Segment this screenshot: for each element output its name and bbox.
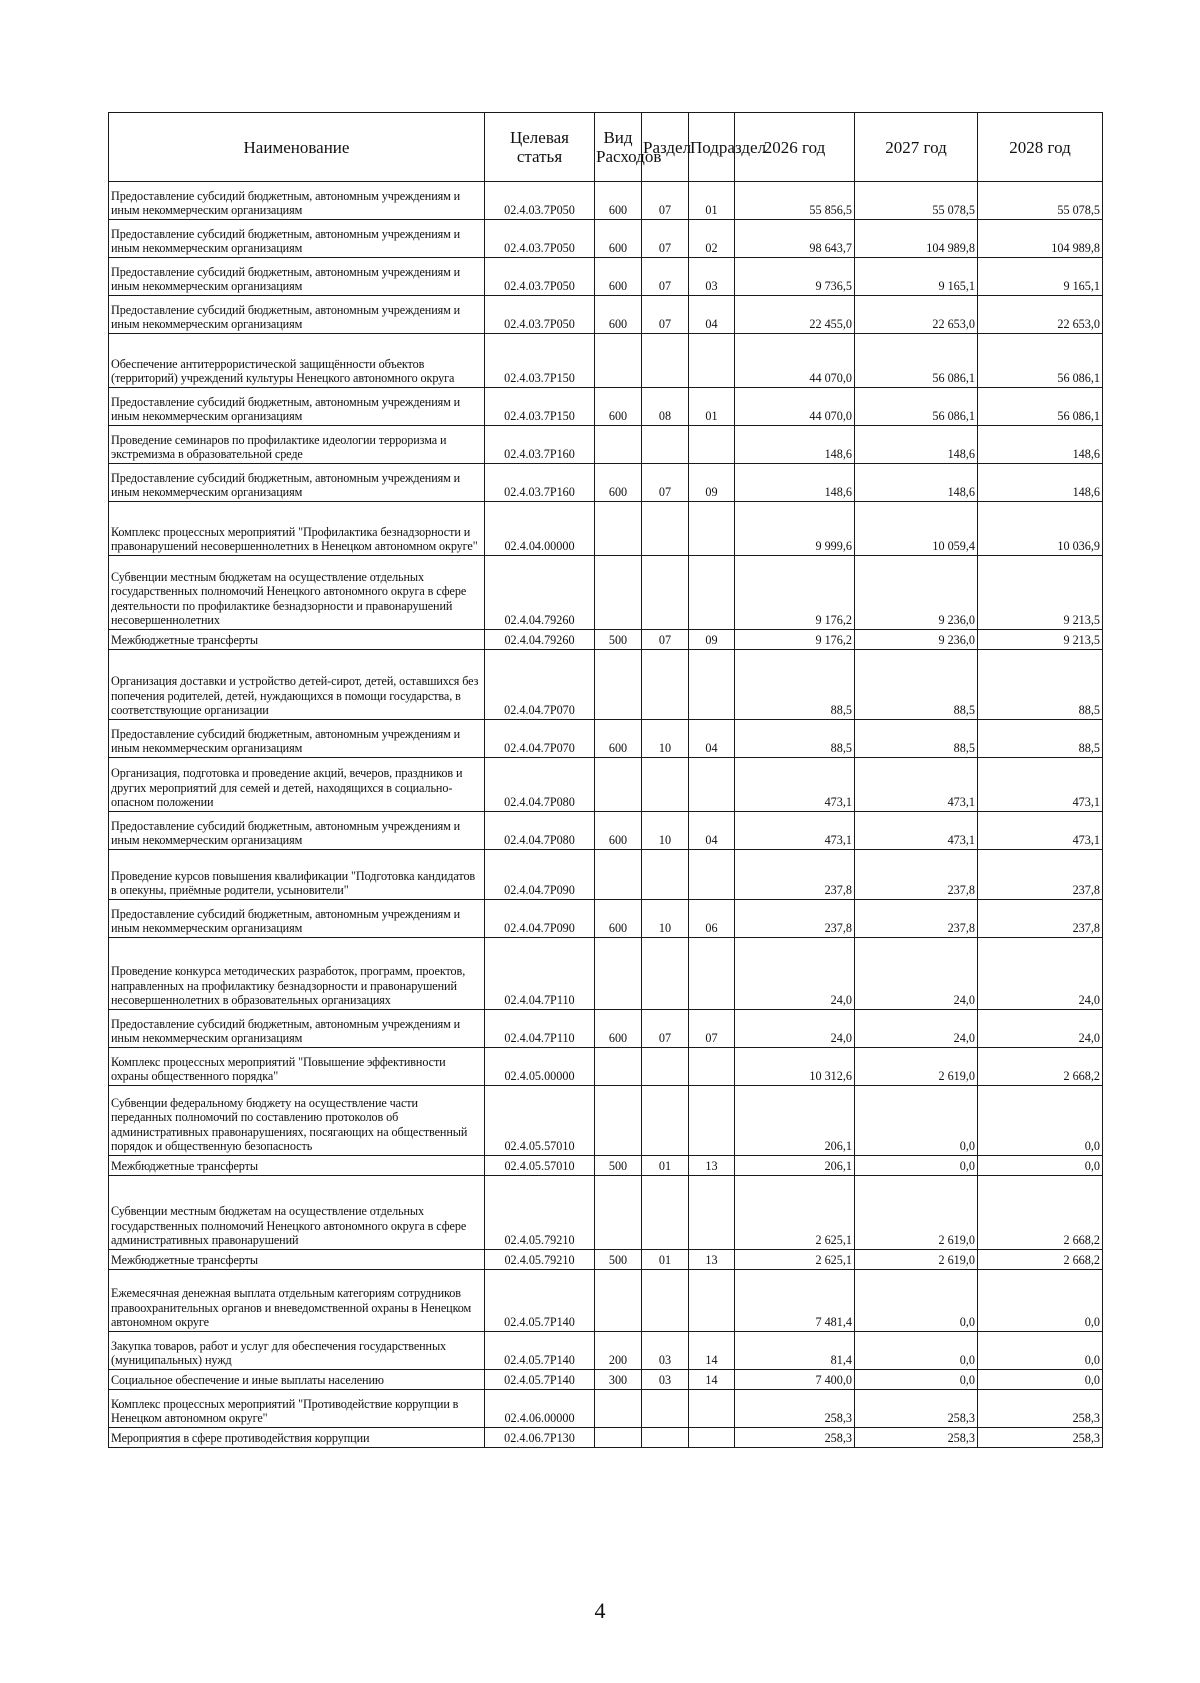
- row-section: 07: [642, 464, 689, 502]
- row-expense-type: 600: [595, 220, 642, 258]
- row-value-2028: 258,3: [978, 1390, 1103, 1428]
- row-expense-type: [595, 850, 642, 900]
- table-row: [109, 812, 1103, 850]
- row-subsection: [689, 556, 735, 630]
- row-section: 07: [642, 296, 689, 334]
- row-value-2027: 104 989,8: [855, 220, 978, 258]
- row-value-2027: 9 236,0: [855, 556, 978, 630]
- row-target: 02.4.04.7Р080: [485, 812, 595, 850]
- table-body: [109, 182, 1103, 1448]
- row-value-2028: 0,0: [978, 1370, 1103, 1390]
- row-value-2028: 0,0: [978, 1270, 1103, 1332]
- row-name: Субвенции местным бюджетам на осуществление отдельных государственных полномочий Ненецкого автономного округа в сфере деятельности по профилактике безнадзорности и правонарушений несовершеннолетних: [109, 556, 485, 630]
- row-subsection: [689, 1270, 735, 1332]
- row-value-2028: 9 165,1: [978, 258, 1103, 296]
- row-section: [642, 556, 689, 630]
- row-subsection: 01: [689, 182, 735, 220]
- row-value-2026: 44 070,0: [735, 334, 855, 388]
- header-subsection: Подраздел: [689, 113, 735, 182]
- row-value-2026: 7 481,4: [735, 1270, 855, 1332]
- row-section: 03: [642, 1370, 689, 1390]
- row-value-2026: 10 312,6: [735, 1048, 855, 1086]
- row-target: 02.4.05.79210: [485, 1250, 595, 1270]
- row-value-2028: 237,8: [978, 850, 1103, 900]
- row-name: Предоставление субсидий бюджетным, автономным учреждениям и иным некоммерческим организациям: [109, 296, 485, 334]
- row-expense-type: 500: [595, 1250, 642, 1270]
- row-target: 02.4.04.79260: [485, 630, 595, 650]
- row-section: 07: [642, 630, 689, 650]
- row-expense-type: [595, 1176, 642, 1250]
- row-value-2027: 2 619,0: [855, 1048, 978, 1086]
- row-target: 02.4.05.7Р140: [485, 1270, 595, 1332]
- row-subsection: 07: [689, 1010, 735, 1048]
- row-value-2026: 81,4: [735, 1332, 855, 1370]
- row-value-2028: 24,0: [978, 938, 1103, 1010]
- row-value-2027: 473,1: [855, 812, 978, 850]
- page-number: 4: [594, 1598, 606, 1623]
- row-name: Мероприятия в сфере противодействия коррупции: [109, 1428, 485, 1448]
- table-row: [109, 334, 1103, 388]
- row-value-2027: 237,8: [855, 900, 978, 938]
- row-target: 02.4.06.00000: [485, 1390, 595, 1428]
- row-value-2026: 44 070,0: [735, 388, 855, 426]
- row-expense-type: [595, 426, 642, 464]
- row-value-2028: 9 213,5: [978, 556, 1103, 630]
- row-subsection: 02: [689, 220, 735, 258]
- row-value-2027: 88,5: [855, 720, 978, 758]
- row-value-2026: 24,0: [735, 938, 855, 1010]
- row-expense-type: 200: [595, 1332, 642, 1370]
- row-target: 02.4.04.7Р110: [485, 1010, 595, 1048]
- row-name: Проведение семинаров по профилактике идеологии терроризма и экстремизма в образовательной среде: [109, 426, 485, 464]
- row-value-2028: 22 653,0: [978, 296, 1103, 334]
- row-name: Предоставление субсидий бюджетным, автономным учреждениям и иным некоммерческим организациям: [109, 258, 485, 296]
- row-section: [642, 334, 689, 388]
- row-value-2028: 2 668,2: [978, 1176, 1103, 1250]
- row-value-2026: 473,1: [735, 758, 855, 812]
- row-subsection: 01: [689, 388, 735, 426]
- row-value-2027: 148,6: [855, 426, 978, 464]
- table-row: [109, 1010, 1103, 1048]
- row-name: Комплекс процессных мероприятий "Повышение эффективности охраны общественного порядка": [109, 1048, 485, 1086]
- row-value-2026: 148,6: [735, 464, 855, 502]
- header-2028: 2028 год: [978, 113, 1103, 182]
- header-section: Раздел: [642, 113, 689, 182]
- row-section: [642, 1390, 689, 1428]
- row-value-2026: 206,1: [735, 1156, 855, 1176]
- row-value-2026: 237,8: [735, 850, 855, 900]
- row-value-2026: 473,1: [735, 812, 855, 850]
- header-2027: 2027 год: [855, 113, 978, 182]
- row-section: [642, 1428, 689, 1448]
- row-target: 02.4.03.7Р150: [485, 334, 595, 388]
- row-name: Проведение курсов повышения квалификации "Подготовка кандидатов в опекуны, приёмные родители, усыновители": [109, 850, 485, 900]
- row-value-2026: 88,5: [735, 720, 855, 758]
- row-name: Предоставление субсидий бюджетным, автономным учреждениям и иным некоммерческим организациям: [109, 182, 485, 220]
- row-value-2028: 237,8: [978, 900, 1103, 938]
- row-expense-type: [595, 556, 642, 630]
- table-row: [109, 426, 1103, 464]
- row-value-2027: 0,0: [855, 1332, 978, 1370]
- table-row: [109, 1270, 1103, 1332]
- row-section: [642, 1270, 689, 1332]
- row-value-2026: 2 625,1: [735, 1176, 855, 1250]
- row-value-2028: 148,6: [978, 426, 1103, 464]
- row-value-2028: 0,0: [978, 1156, 1103, 1176]
- row-subsection: 13: [689, 1156, 735, 1176]
- row-section: [642, 502, 689, 556]
- row-value-2028: 473,1: [978, 812, 1103, 850]
- row-subsection: 14: [689, 1370, 735, 1390]
- row-target: 02.4.05.7Р140: [485, 1370, 595, 1390]
- row-value-2026: 24,0: [735, 1010, 855, 1048]
- row-subsection: [689, 1048, 735, 1086]
- header-name: Наименование: [109, 113, 485, 182]
- row-section: 10: [642, 720, 689, 758]
- table-row: [109, 758, 1103, 812]
- row-value-2026: 98 643,7: [735, 220, 855, 258]
- table-row: [109, 1370, 1103, 1390]
- row-target: 02.4.03.7Р050: [485, 258, 595, 296]
- row-expense-type: [595, 1428, 642, 1448]
- row-section: 01: [642, 1250, 689, 1270]
- table-row: [109, 1250, 1103, 1270]
- row-value-2027: 0,0: [855, 1156, 978, 1176]
- table-row: [109, 388, 1103, 426]
- row-value-2027: 24,0: [855, 938, 978, 1010]
- row-target: 02.4.05.57010: [485, 1156, 595, 1176]
- row-subsection: [689, 1176, 735, 1250]
- row-target: 02.4.04.7Р110: [485, 938, 595, 1010]
- row-expense-type: [595, 1086, 642, 1156]
- row-value-2027: 0,0: [855, 1270, 978, 1332]
- row-expense-type: [595, 938, 642, 1010]
- row-target: 02.4.03.7Р050: [485, 220, 595, 258]
- row-name: Организация, подготовка и проведение акций, вечеров, праздников и других мероприятий для семей и детей, находящихся в социально-опасном положении: [109, 758, 485, 812]
- row-expense-type: 300: [595, 1370, 642, 1390]
- row-expense-type: 500: [595, 630, 642, 650]
- row-value-2026: 88,5: [735, 650, 855, 720]
- row-value-2027: 24,0: [855, 1010, 978, 1048]
- row-subsection: [689, 1086, 735, 1156]
- row-subsection: 06: [689, 900, 735, 938]
- row-target: 02.4.04.7Р070: [485, 650, 595, 720]
- row-value-2026: 206,1: [735, 1086, 855, 1156]
- table-row: [109, 1048, 1103, 1086]
- row-subsection: [689, 334, 735, 388]
- row-subsection: [689, 758, 735, 812]
- row-section: [642, 1048, 689, 1086]
- row-section: 07: [642, 1010, 689, 1048]
- row-section: [642, 850, 689, 900]
- row-value-2028: 88,5: [978, 720, 1103, 758]
- row-value-2026: 148,6: [735, 426, 855, 464]
- row-value-2027: 22 653,0: [855, 296, 978, 334]
- row-expense-type: [595, 1390, 642, 1428]
- row-target: 02.4.05.7Р140: [485, 1332, 595, 1370]
- table-row: [109, 220, 1103, 258]
- row-expense-type: 600: [595, 464, 642, 502]
- row-name: Субвенции федеральному бюджету на осуществление части переданных полномочий по составлению протоколов об административных правонарушениях, посягающих на общественный порядок и общественную безопасность: [109, 1086, 485, 1156]
- row-value-2026: 9 999,6: [735, 502, 855, 556]
- header-2026: 2026 год: [735, 113, 855, 182]
- row-subsection: [689, 1428, 735, 1448]
- row-target: 02.4.04.00000: [485, 502, 595, 556]
- row-section: 10: [642, 900, 689, 938]
- row-section: [642, 938, 689, 1010]
- row-target: 02.4.05.57010: [485, 1086, 595, 1156]
- table-row: [109, 1086, 1103, 1156]
- row-name: Предоставление субсидий бюджетным, автономным учреждениям и иным некоммерческим организациям: [109, 812, 485, 850]
- row-expense-type: 500: [595, 1156, 642, 1176]
- row-expense-type: 600: [595, 900, 642, 938]
- row-expense-type: [595, 334, 642, 388]
- table-row: [109, 900, 1103, 938]
- row-section: 03: [642, 1332, 689, 1370]
- row-name: Обеспечение антитеррористической защищённости объектов (территорий) учреждений культуры Ненецкого автономного округа: [109, 334, 485, 388]
- row-value-2028: 2 668,2: [978, 1048, 1103, 1086]
- row-subsection: 04: [689, 812, 735, 850]
- table-row: [109, 182, 1103, 220]
- row-expense-type: 600: [595, 1010, 642, 1048]
- row-value-2027: 88,5: [855, 650, 978, 720]
- row-value-2028: 473,1: [978, 758, 1103, 812]
- row-section: [642, 1176, 689, 1250]
- row-target: 02.4.03.7Р050: [485, 182, 595, 220]
- row-name: Предоставление субсидий бюджетным, автономным учреждениям и иным некоммерческим организациям: [109, 464, 485, 502]
- row-value-2028: 148,6: [978, 464, 1103, 502]
- row-value-2026: 7 400,0: [735, 1370, 855, 1390]
- row-section: 07: [642, 182, 689, 220]
- row-name: Предоставление субсидий бюджетным, автономным учреждениям и иным некоммерческим организациям: [109, 720, 485, 758]
- row-value-2027: 473,1: [855, 758, 978, 812]
- row-section: 08: [642, 388, 689, 426]
- row-name: Межбюджетные трансферты: [109, 1250, 485, 1270]
- row-value-2028: 9 213,5: [978, 630, 1103, 650]
- table-header-row: [109, 113, 1103, 182]
- row-section: [642, 650, 689, 720]
- row-value-2027: 258,3: [855, 1428, 978, 1448]
- table-row: [109, 1176, 1103, 1250]
- row-value-2027: 0,0: [855, 1086, 978, 1156]
- row-target: 02.4.04.7Р070: [485, 720, 595, 758]
- row-target: 02.4.03.7Р050: [485, 296, 595, 334]
- row-expense-type: [595, 1270, 642, 1332]
- row-expense-type: 600: [595, 258, 642, 296]
- row-target: 02.4.04.7Р080: [485, 758, 595, 812]
- row-value-2027: 0,0: [855, 1370, 978, 1390]
- row-value-2026: 22 455,0: [735, 296, 855, 334]
- table-row: [109, 1390, 1103, 1428]
- row-expense-type: [595, 1048, 642, 1086]
- row-name: Организация доставки и устройство детей-сирот, детей, оставшихся без попечения родителей, детей, нуждающихся в помощи государства, в соответствующие организации: [109, 650, 485, 720]
- row-name: Ежемесячная денежная выплата отдельным категориям сотрудников правоохранительных органов и вневедомственной охраны в Ненецком автономном округе: [109, 1270, 485, 1332]
- row-value-2027: 2 619,0: [855, 1250, 978, 1270]
- row-value-2026: 258,3: [735, 1390, 855, 1428]
- table-row: [109, 556, 1103, 630]
- row-value-2028: 88,5: [978, 650, 1103, 720]
- table-row: [109, 258, 1103, 296]
- row-expense-type: 600: [595, 812, 642, 850]
- row-target: 02.4.03.7Р160: [485, 464, 595, 502]
- row-value-2027: 258,3: [855, 1390, 978, 1428]
- row-subsection: [689, 1390, 735, 1428]
- table-row: [109, 650, 1103, 720]
- row-target: 02.4.04.79260: [485, 556, 595, 630]
- row-value-2027: 10 059,4: [855, 502, 978, 556]
- row-name: Межбюджетные трансферты: [109, 1156, 485, 1176]
- row-value-2028: 0,0: [978, 1332, 1103, 1370]
- table-row: [109, 850, 1103, 900]
- row-target: 02.4.03.7Р150: [485, 388, 595, 426]
- row-value-2028: 56 086,1: [978, 334, 1103, 388]
- row-name: Закупка товаров, работ и услуг для обеспечения государственных (муниципальных) нужд: [109, 1332, 485, 1370]
- row-subsection: 14: [689, 1332, 735, 1370]
- row-value-2026: 2 625,1: [735, 1250, 855, 1270]
- row-name: Предоставление субсидий бюджетным, автономным учреждениям и иным некоммерческим организациям: [109, 220, 485, 258]
- row-value-2027: 2 619,0: [855, 1176, 978, 1250]
- row-subsection: [689, 502, 735, 556]
- row-value-2026: 55 856,5: [735, 182, 855, 220]
- table-row: [109, 720, 1103, 758]
- row-subsection: 09: [689, 464, 735, 502]
- table-row: [109, 1156, 1103, 1176]
- row-value-2028: 258,3: [978, 1428, 1103, 1448]
- row-name: Проведение конкурса методических разработок, программ, проектов, направленных на профилактику безнадзорности и правонарушений несовершеннолетних в образовательных организациях: [109, 938, 485, 1010]
- budget-table: [108, 112, 1103, 1448]
- row-value-2028: 104 989,8: [978, 220, 1103, 258]
- row-subsection: 04: [689, 720, 735, 758]
- table-row: [109, 938, 1103, 1010]
- row-value-2026: 237,8: [735, 900, 855, 938]
- row-expense-type: 600: [595, 720, 642, 758]
- row-name: Межбюджетные трансферты: [109, 630, 485, 650]
- row-name: Комплекс процессных мероприятий "Профилактика безнадзорности и правонарушений несовершеннолетних в Ненецком автономном округе": [109, 502, 485, 556]
- row-expense-type: 600: [595, 296, 642, 334]
- table-row: [109, 630, 1103, 650]
- row-target: 02.4.04.7Р090: [485, 900, 595, 938]
- row-value-2028: 55 078,5: [978, 182, 1103, 220]
- row-expense-type: 600: [595, 182, 642, 220]
- row-value-2027: 56 086,1: [855, 388, 978, 426]
- row-name: Субвенции местным бюджетам на осуществление отдельных государственных полномочий Ненецкого автономного округа в сфере административных правонарушений: [109, 1176, 485, 1250]
- header-target: Целевая статья: [485, 113, 595, 182]
- row-target: 02.4.05.79210: [485, 1176, 595, 1250]
- row-value-2027: 148,6: [855, 464, 978, 502]
- row-name: Предоставление субсидий бюджетным, автономным учреждениям и иным некоммерческим организациям: [109, 900, 485, 938]
- row-name: Комплекс процессных мероприятий "Противодействие коррупции в Ненецком автономном округе": [109, 1390, 485, 1428]
- row-section: [642, 1086, 689, 1156]
- row-value-2028: 0,0: [978, 1086, 1103, 1156]
- table-row: [109, 464, 1103, 502]
- row-value-2027: 9 236,0: [855, 630, 978, 650]
- row-subsection: [689, 426, 735, 464]
- row-subsection: 04: [689, 296, 735, 334]
- row-expense-type: 600: [595, 388, 642, 426]
- row-section: 07: [642, 258, 689, 296]
- table-row: [109, 502, 1103, 556]
- row-name: Социальное обеспечение и иные выплаты населению: [109, 1370, 485, 1390]
- row-target: 02.4.04.7Р090: [485, 850, 595, 900]
- row-value-2028: 10 036,9: [978, 502, 1103, 556]
- row-section: 10: [642, 812, 689, 850]
- row-value-2026: 9 176,2: [735, 630, 855, 650]
- row-value-2027: 55 078,5: [855, 182, 978, 220]
- row-subsection: [689, 850, 735, 900]
- row-name: Предоставление субсидий бюджетным, автономным учреждениям и иным некоммерческим организациям: [109, 388, 485, 426]
- row-value-2026: 9 176,2: [735, 556, 855, 630]
- row-value-2028: 24,0: [978, 1010, 1103, 1048]
- row-value-2027: 237,8: [855, 850, 978, 900]
- row-subsection: 09: [689, 630, 735, 650]
- header-expense-type: Вид Расходов: [595, 113, 642, 182]
- table-row: [109, 1428, 1103, 1448]
- row-value-2028: 2 668,2: [978, 1250, 1103, 1270]
- table-row: [109, 296, 1103, 334]
- row-expense-type: [595, 650, 642, 720]
- row-value-2026: 258,3: [735, 1428, 855, 1448]
- row-subsection: 13: [689, 1250, 735, 1270]
- row-target: 02.4.05.00000: [485, 1048, 595, 1086]
- row-section: [642, 426, 689, 464]
- row-target: 02.4.03.7Р160: [485, 426, 595, 464]
- row-value-2027: 9 165,1: [855, 258, 978, 296]
- row-value-2028: 56 086,1: [978, 388, 1103, 426]
- row-subsection: [689, 938, 735, 1010]
- row-expense-type: [595, 502, 642, 556]
- row-value-2026: 9 736,5: [735, 258, 855, 296]
- row-section: 01: [642, 1156, 689, 1176]
- table-row: [109, 1332, 1103, 1370]
- row-subsection: [689, 650, 735, 720]
- row-section: [642, 758, 689, 812]
- row-subsection: 03: [689, 258, 735, 296]
- row-section: 07: [642, 220, 689, 258]
- row-value-2027: 56 086,1: [855, 334, 978, 388]
- row-name: Предоставление субсидий бюджетным, автономным учреждениям и иным некоммерческим организациям: [109, 1010, 485, 1048]
- row-target: 02.4.06.7Р130: [485, 1428, 595, 1448]
- row-expense-type: [595, 758, 642, 812]
